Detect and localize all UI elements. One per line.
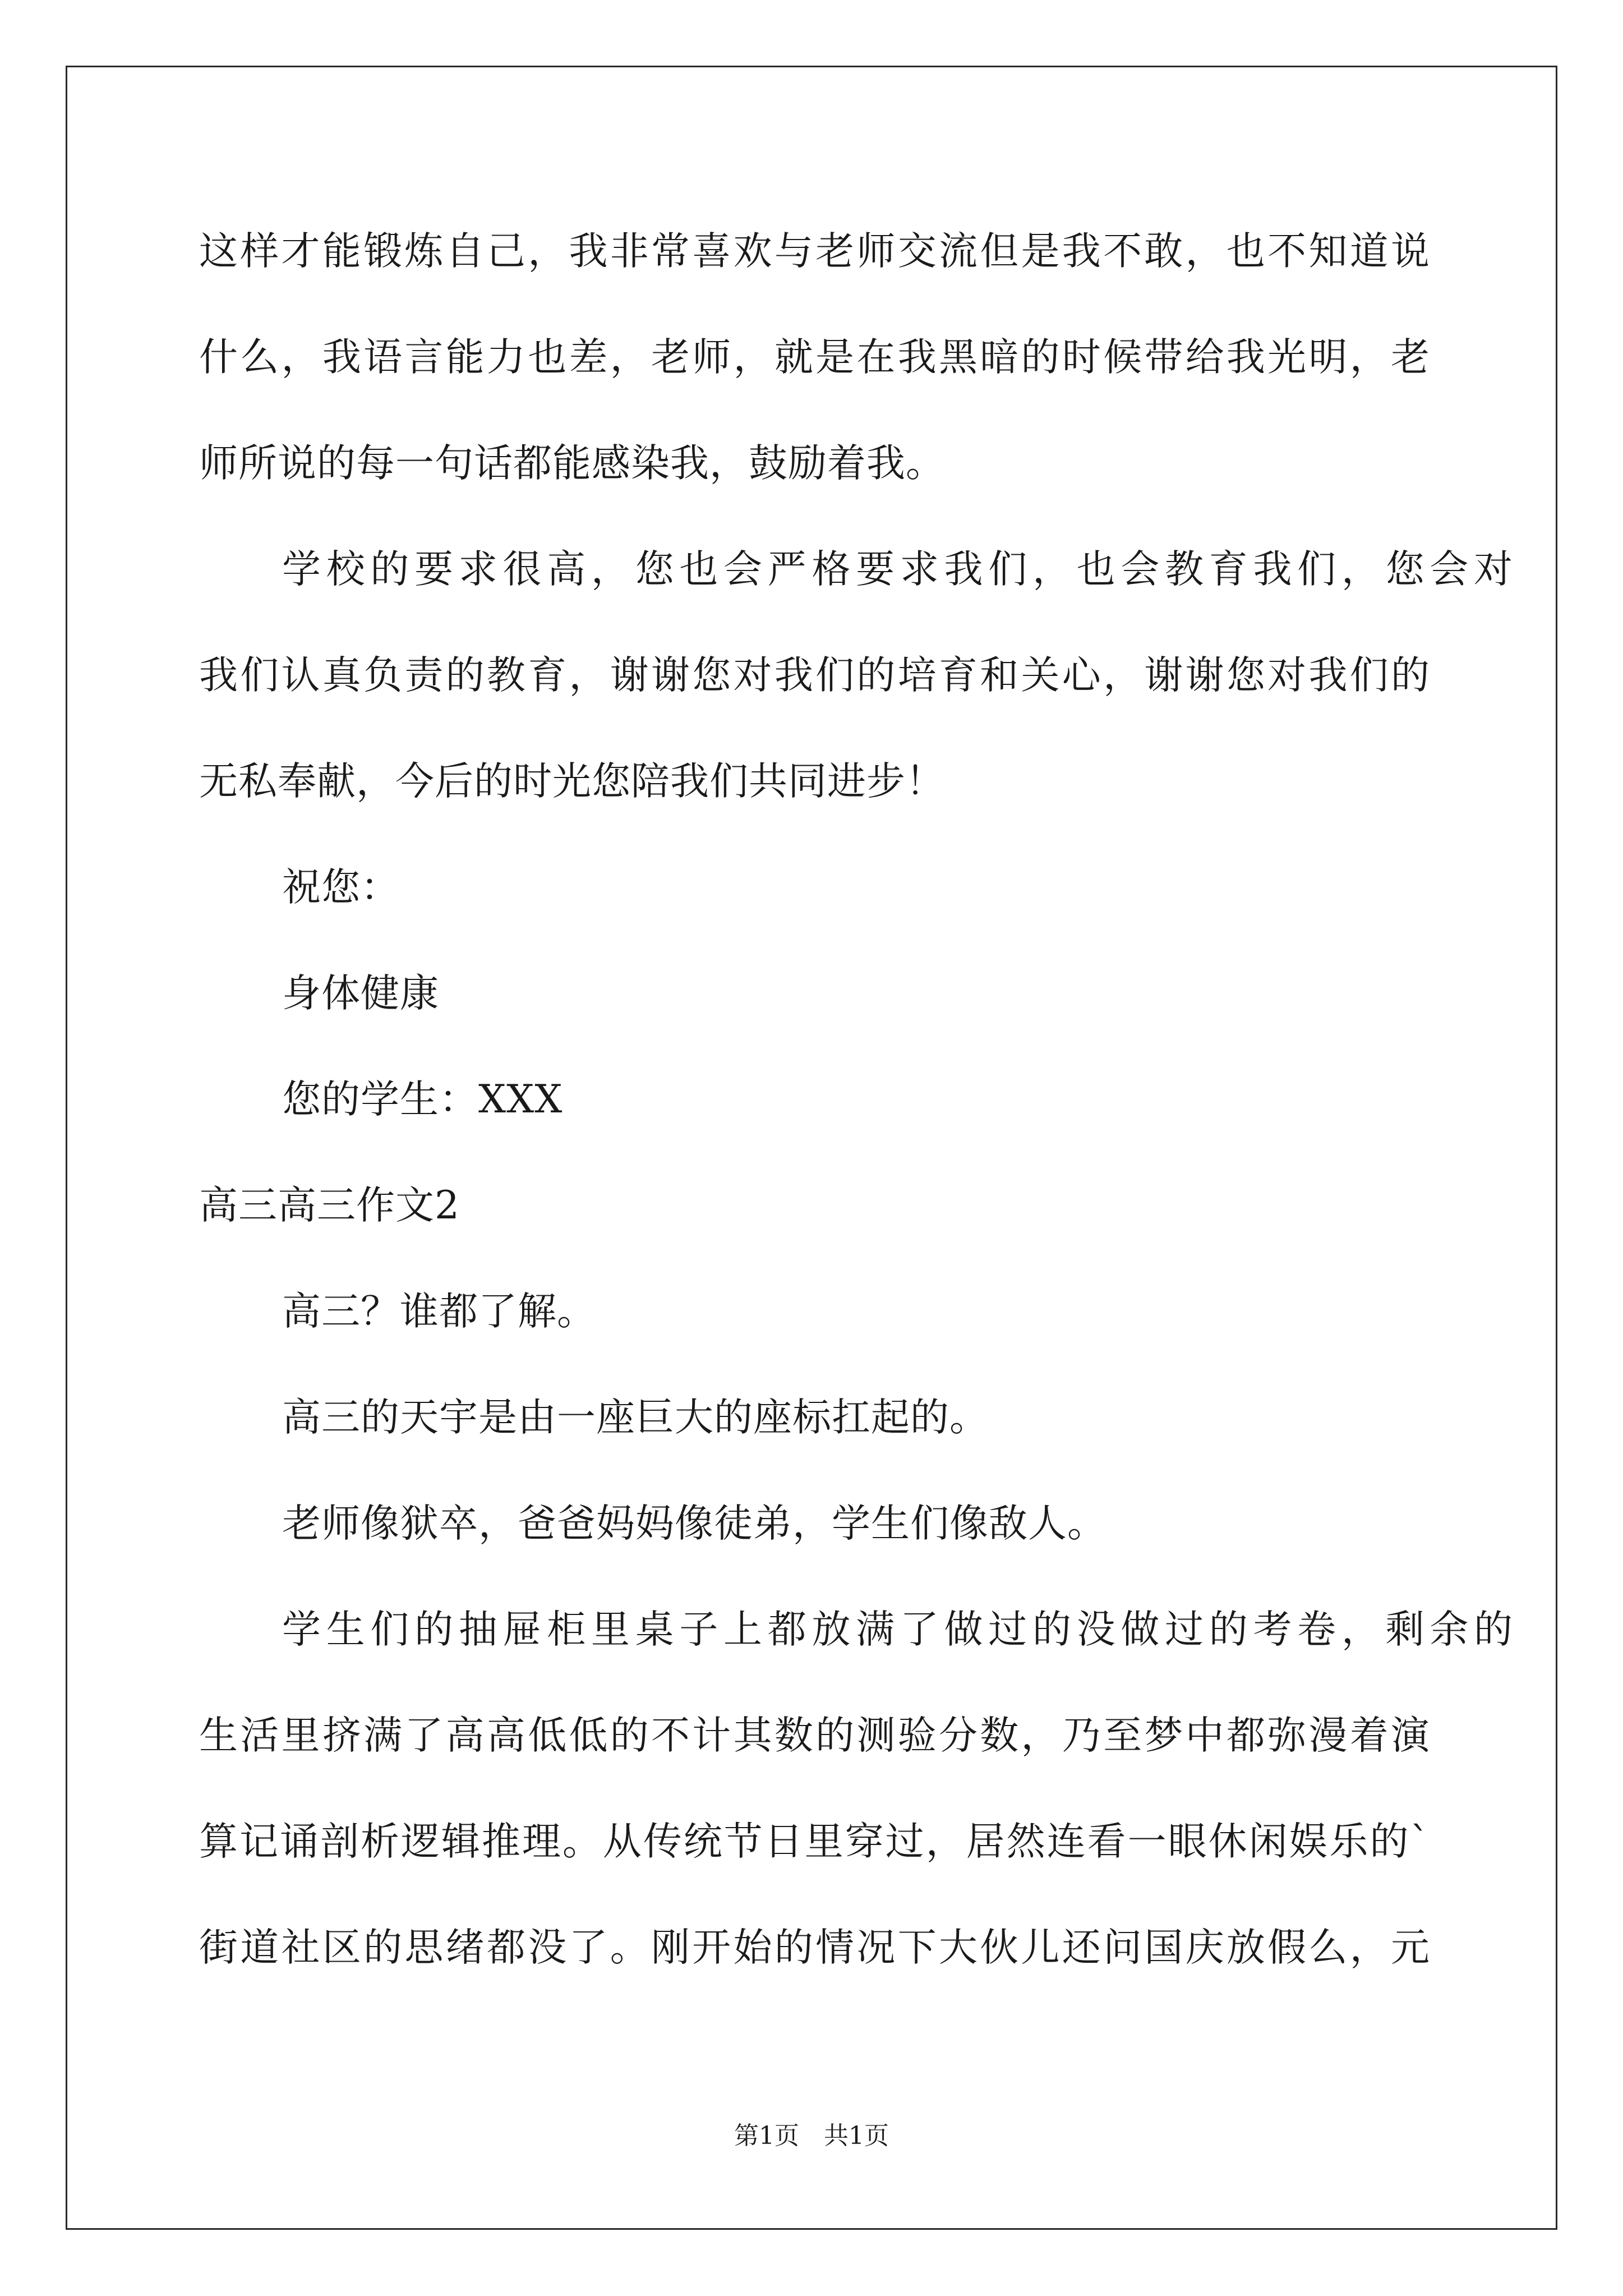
page-number: 第1页 <box>734 2122 799 2150</box>
salutation-line: 祝您： <box>282 865 400 910</box>
text-line: 我们认真负责的教育，谢谢您对我们的培育和关心，谢谢您对我们的 <box>199 653 1430 698</box>
text-line: 街道社区的思绪都没了。刚开始的情况下大伙儿还问国庆放假么，元 <box>199 1925 1430 1970</box>
paragraph-first-line: 学校的要求很高，您也会严格要求我们，也会教育我们，您会对 <box>282 547 1513 592</box>
text-line: 生活里挤满了高高低低的不计其数的测验分数，乃至梦中都弥漫着演 <box>199 1713 1430 1758</box>
text-line: 算记诵剖析逻辑推理。从传统节日里穿过，居然连看一眼休闲娱乐的` <box>199 1819 1430 1864</box>
paragraph-line: 高三的天宇是由一座巨大的座标扛起的。 <box>282 1395 989 1440</box>
text-line: 什么，我语言能力也差，老师，就是在我黑暗的时候带给我光明，老 <box>199 335 1430 380</box>
document-body <box>199 209 1513 2011</box>
section-heading: 高三高三作文2 <box>199 1183 460 1228</box>
paragraph-line: 老师像狱卒，爸爸妈妈像徒弟，学生们像敌人。 <box>282 1501 1106 1546</box>
page-footer <box>0 2119 1623 2153</box>
wish-line: 身体健康 <box>282 971 439 1016</box>
paragraph-line: 高三？谁都了解。 <box>282 1289 596 1334</box>
text-line: 师所说的每一句话都能感染我，鼓励着我。 <box>199 441 945 486</box>
page-total: 共1页 <box>824 2122 889 2150</box>
text-line: 这样才能锻炼自己，我非常喜欢与老师交流但是我不敢，也不知道说 <box>199 229 1430 274</box>
signature-line: 您的学生：XXX <box>282 1077 563 1122</box>
text-line: 无私奉献，今后的时光您陪我们共同进步！ <box>199 759 945 804</box>
paragraph-first-line: 学生们的抽屉柜里桌子上都放满了做过的没做过的考卷，剩余的 <box>282 1607 1513 1652</box>
